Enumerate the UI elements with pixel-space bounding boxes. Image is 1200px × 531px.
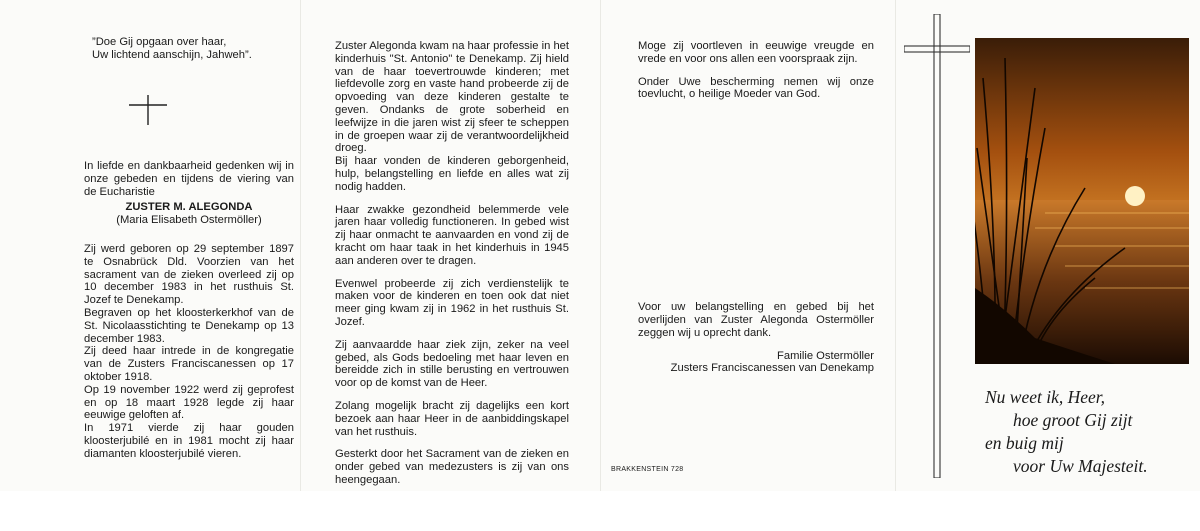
poem-line: voor Uw Majesteit. bbox=[1013, 456, 1148, 476]
bio-paragraph: Op 19 november 1922 werd zij geprofest en op 18 maart 1928 legde zij haar eeuwige geloften af. bbox=[84, 383, 294, 422]
bio-paragraph: Zij werd geboren op 29 september 1897 te Osnabrück Dld. Voorzien van het sacrament van de zieken overleed zij op 10 december 1983 in het rusthuis St. Jozef te Denekamp. bbox=[84, 242, 294, 307]
intro-text: In liefde en dankbaarheid gedenken wij in onze gebeden en tijdens de viering van de Eucharistie bbox=[84, 160, 294, 198]
right-panel bbox=[638, 40, 874, 531]
life-paragraph: Zij aanvaardde haar ziek zijn, zeker na veel gebed, als Gods bedoeling met haar leven en bereidde zich in stille berusting en vertrouwen voor op de komst van de Heer. bbox=[335, 338, 569, 390]
poem-line: en buig mij bbox=[985, 433, 1064, 453]
deceased-name: ZUSTER M. ALEGONDA bbox=[125, 201, 253, 214]
biography bbox=[84, 243, 294, 461]
thanks-text: Voor uw belangstelling en gebed bij het overlijden van Zuster Alegonda Ostermöller zeggen wij u oprecht dank. bbox=[638, 301, 874, 339]
life-paragraph: Zuster Alegonda kwam na haar professie in het kinderhuis "St. Antonio" te Denekamp. Zij hield van de haar toevertrouwde kinderen; met liefdevolle zorg en vaste hand probeerde zij de opvoeding van deze kinderen gestalte te geven. Ondanks de grote soberheid en leefwijze in die jaren wist zij sfeer te scheppen in de groepen waar zij de verantwoordelijkheid droeg. bbox=[335, 40, 569, 155]
middle-panel bbox=[335, 40, 569, 531]
quote-line: ”Doe Gij opgaan over haar, bbox=[92, 36, 227, 48]
life-paragraph: Evenwel probeerde zij zich verdienstelijk te maken voor de kinderen en toen ook dat niet meer ging kwam zij in 1962 in het rusthuis St. Jozef. bbox=[335, 277, 569, 328]
fold-line bbox=[600, 0, 601, 491]
left-panel bbox=[84, 0, 294, 491]
prayer-text: Moge zij voortleven in eeuwige vreugde en vrede en voor ons allen een voorspraak zijn. bbox=[638, 40, 874, 65]
life-paragraph: Gesterkt door het Sacrament van de zieken en onder gebed van medezusters is zij van ons heengegaan. bbox=[335, 448, 569, 486]
cover-poem bbox=[985, 386, 1190, 478]
cross-icon bbox=[904, 14, 970, 478]
bio-paragraph: Zij deed haar intrede in de kongregatie van de Zusters Franciscanessen op 17 oktober 1918. bbox=[84, 345, 294, 383]
signature-family: Familie Ostermöller bbox=[777, 349, 874, 362]
bio-paragraph: In 1971 vierde zij haar gouden kloosterjubilé en in 1981 mocht zij haar diamanten kloosterjubilé vieren. bbox=[84, 422, 294, 460]
poem-line: Nu weet ik, Heer, bbox=[985, 387, 1106, 407]
fold-line bbox=[895, 0, 896, 491]
life-paragraph: Zolang mogelijk bracht zij dagelijks een kort bezoek aan haar Heer in de aanbiddingskapel van het rusthuis. bbox=[335, 399, 569, 438]
fold-line bbox=[300, 0, 301, 491]
prayer-text: Onder Uwe bescherming nemen wij onze toevlucht, o heilige Moeder van God. bbox=[638, 75, 874, 101]
life-paragraph: Haar zwakke gezondheid belemmerde vele jaren haar volledig functioneren. In gebed wist zij haar onmacht te aanvaarden en vond zij de kracht om haar taak in het kinderhuis in 1945 aan anderen over te dragen. bbox=[335, 203, 569, 267]
cross-icon bbox=[129, 95, 167, 125]
signature-congregation: Zusters Franciscanessen van Denekamp bbox=[670, 362, 874, 375]
publisher-imprint: BRAKKENSTEIN 728 bbox=[611, 466, 684, 473]
life-paragraph: Bij haar vonden de kinderen geborgenheid, hulp, belangstelling en liefde en alles wat zij nodig hadden. bbox=[335, 155, 569, 193]
quote-line: Uw lichtend aanschijn, Jahweh”. bbox=[92, 49, 252, 61]
sunset-photo bbox=[975, 38, 1189, 364]
poem-line: hoe groot Gij zijt bbox=[1013, 410, 1133, 430]
psalm-quote bbox=[92, 36, 294, 62]
civil-name: (Maria Elisabeth Ostermöller) bbox=[116, 214, 262, 227]
bio-paragraph: Begraven op het kloosterkerkhof van de St. Nicolaasstichting te Denekamp op 13 december 1983. bbox=[84, 306, 294, 345]
